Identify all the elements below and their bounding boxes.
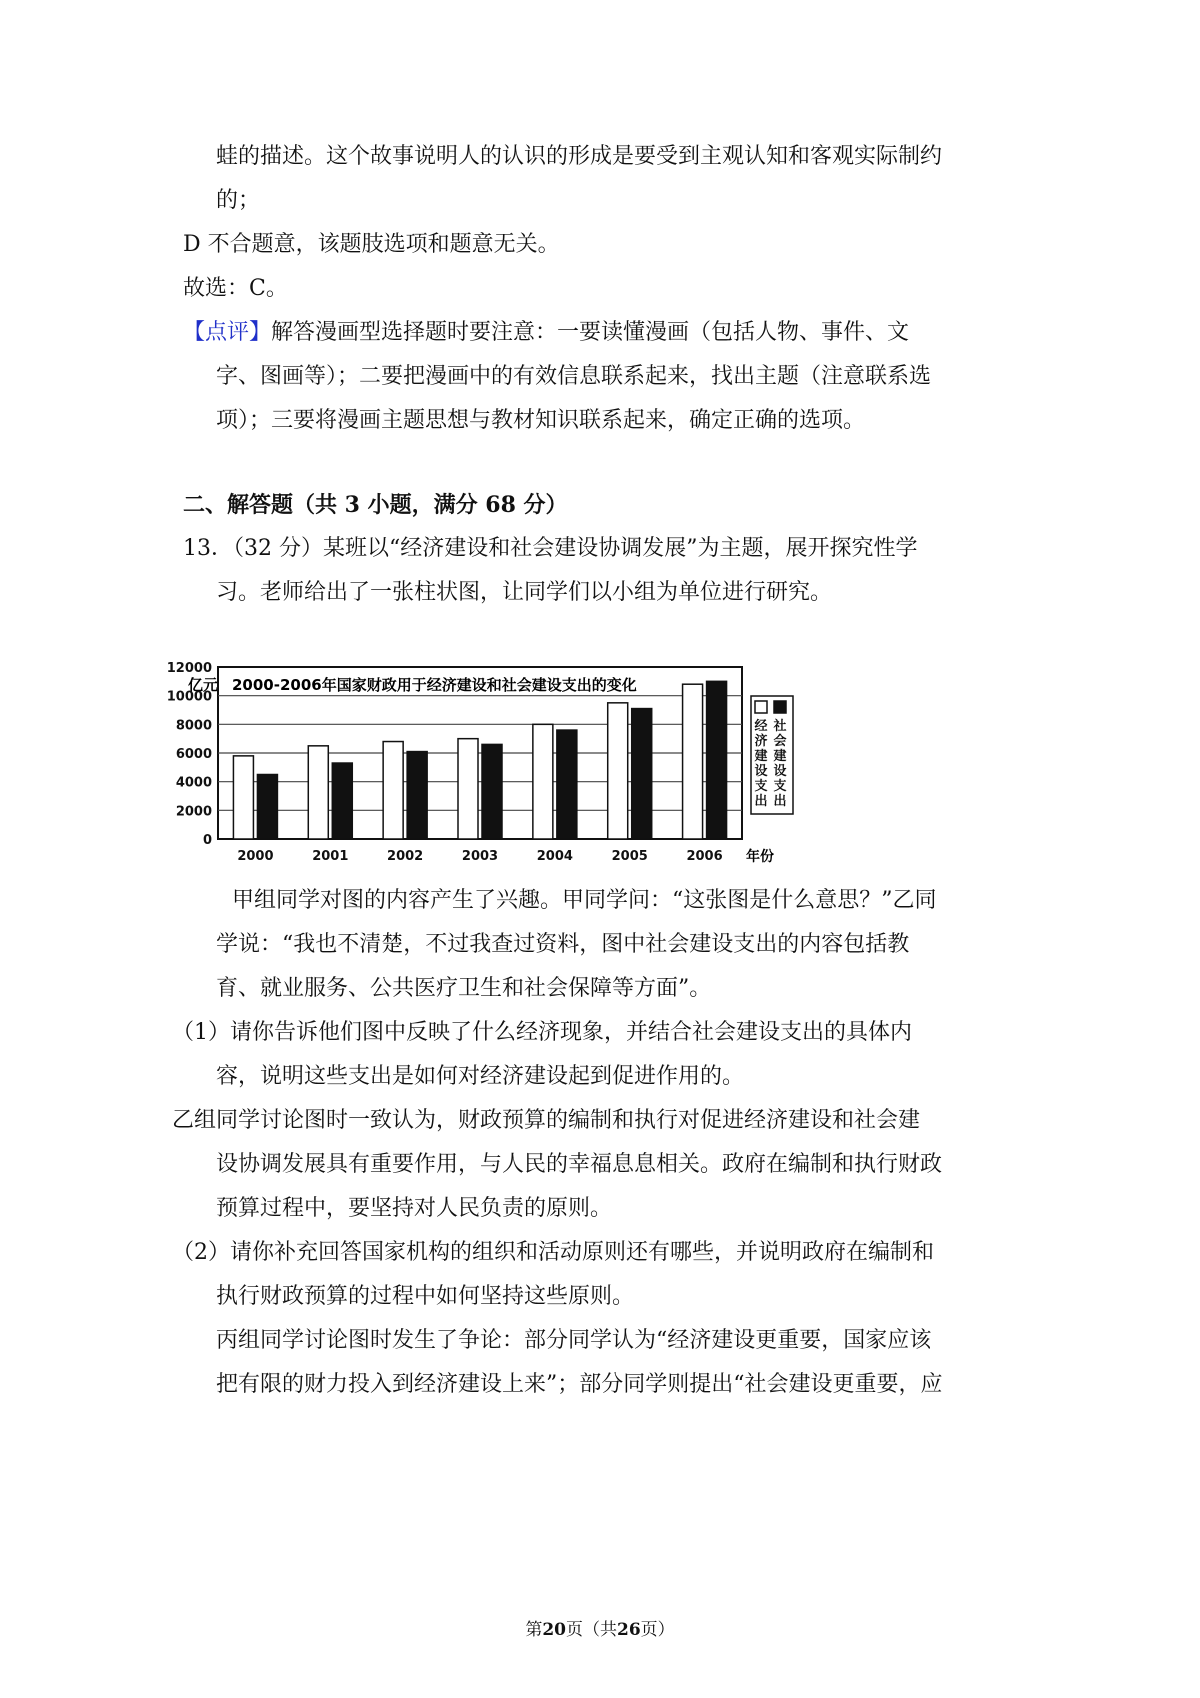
- bar-social: [557, 730, 577, 839]
- legend-label-char: 建: [754, 749, 768, 764]
- x-tick-label: 2006: [686, 849, 723, 864]
- chart-x-axis-label: 年份: [746, 849, 774, 865]
- footer-total-pages: 26: [617, 1620, 641, 1640]
- text-line: 执行财政预算的过程中如何坚持这些原则。: [216, 1284, 635, 1309]
- footer-prefix: 第: [525, 1620, 543, 1640]
- bar-social: [332, 763, 352, 839]
- y-axis-ticks: [167, 661, 212, 848]
- bar-social: [707, 681, 727, 839]
- footer-suffix: 页）: [640, 1620, 675, 1640]
- x-axis-ticks: [237, 849, 722, 864]
- chart-legend: [751, 696, 793, 814]
- legend-swatch-economic: [755, 701, 767, 713]
- bar-economic: [683, 684, 703, 839]
- bar-social: [482, 744, 502, 839]
- footer-page-number: 20: [542, 1620, 566, 1640]
- legend-label-char: 济: [754, 734, 768, 749]
- text-line: 项）；三要将漫画主题思想与教材知识联系起来，确定正确的选项。: [216, 408, 866, 433]
- text-line: 故选：C。: [183, 276, 288, 301]
- y-tick-label: 0: [202, 833, 212, 848]
- text-line: 容，说明这些支出是如何对经济建设起到促进作用的。: [216, 1064, 745, 1089]
- legend-label-char: 经: [754, 719, 768, 734]
- text-line: 丙组同学讨论图时发生了争论：部分同学认为“经济建设更重要，国家应该: [216, 1328, 932, 1353]
- bar-social: [632, 709, 652, 839]
- legend-label-char: 社: [773, 719, 787, 734]
- question-text: 习。老师给出了一张柱状图，让同学们以小组为单位进行研究。: [216, 580, 833, 605]
- y-tick-label: 8000: [175, 718, 212, 734]
- text-line: 甲组同学对图的内容产生了兴趣。甲同学问：“这张图是什么意思？”乙同: [232, 888, 937, 913]
- text-line: 学说：“我也不清楚，不过我查过资料，图中社会建设支出的内容包括教: [216, 932, 910, 957]
- text-line: 蛙的描述。这个故事说明人的认识的形成是要受到主观认知和客观实际制约: [216, 144, 943, 169]
- legend-label-char: 支: [773, 779, 787, 794]
- legend-label-char: 支: [754, 779, 768, 794]
- text-line: 设协调发展具有重要作用，与人民的幸福息息相关。政府在编制和执行财政: [216, 1152, 943, 1177]
- legend-label-char: 会: [773, 734, 787, 749]
- chart-y-axis-label: 亿元: [188, 676, 219, 694]
- y-tick-label: 2000: [175, 804, 212, 820]
- x-tick-label: 2002: [387, 849, 424, 864]
- footer-mid: 页（共: [566, 1620, 617, 1640]
- bar-economic: [608, 703, 628, 839]
- y-tick-label: 10000: [166, 689, 212, 705]
- legend-label-char: 出: [754, 794, 768, 809]
- bars: [233, 681, 726, 839]
- y-tick-label: 6000: [175, 747, 212, 762]
- bar-economic: [533, 724, 553, 839]
- bar-economic: [308, 746, 328, 839]
- question-text: 13．（32 分）某班以“经济建设和社会建设协调发展”为主题，展开探究性学: [183, 536, 918, 561]
- chart-title: 2000-2006年国家财政用于经济建设和社会建设支出的变化: [232, 676, 637, 694]
- y-tick-label: 4000: [175, 775, 212, 791]
- comment-line: [183, 318, 909, 348]
- comment-text: 解答漫画型选择题时要注意：一要读懂漫画（包括人物、事件、文: [271, 320, 910, 345]
- legend-swatch-social: [774, 701, 786, 713]
- x-tick-label: 2003: [461, 849, 499, 864]
- text-line: 预算过程中，要坚持对人民负责的原则。: [216, 1196, 613, 1221]
- question-part: （1）请你告诉他们图中反映了什么经济现象，并结合社会建设支出的具体内: [172, 1020, 912, 1045]
- x-tick-label: 2000: [237, 849, 274, 864]
- x-tick-label: 2001: [312, 849, 349, 864]
- legend-label-char: 设: [754, 764, 768, 779]
- section-heading: 二、解答题（共 3 小题，满分 68 分）: [183, 492, 568, 518]
- text-line: 育、就业服务、公共医疗卫生和社会保障等方面”。: [216, 976, 712, 1001]
- text-line: 把有限的财力投入到经济建设上来”；部分同学则提出“社会建设更重要，应: [216, 1372, 943, 1397]
- bar-social: [257, 775, 277, 840]
- legend-label-char: 设: [773, 764, 787, 779]
- legend-label-char: 出: [773, 794, 787, 809]
- bar-economic: [233, 756, 253, 839]
- x-tick-label: 2005: [611, 849, 648, 864]
- grid-lines: [218, 696, 742, 811]
- text-line: 字、图画等）；二要把漫画中的有效信息联系起来，找出主题（注意联系选: [216, 364, 932, 389]
- text-line: 的；: [216, 188, 261, 213]
- comment-tag: 【点评】: [183, 320, 272, 345]
- text-line: D 不合题意，该题肢选项和题意无关。: [183, 232, 560, 257]
- bar-chart: [166, 661, 826, 888]
- bar-social: [407, 752, 427, 839]
- page-footer: [0, 1615, 1200, 1640]
- x-tick-label: 2004: [536, 849, 573, 864]
- text-line: 乙组同学讨论图时一致认为，财政预算的编制和执行对促进经济建设和社会建: [172, 1108, 921, 1133]
- bar-economic: [383, 742, 403, 839]
- y-tick-label: 12000: [166, 661, 212, 676]
- bar-economic: [458, 739, 478, 839]
- question-part: （2）请你补充回答国家机构的组织和活动原则还有哪些，并说明政府在编制和: [172, 1240, 934, 1265]
- legend-label-char: 建: [773, 749, 787, 764]
